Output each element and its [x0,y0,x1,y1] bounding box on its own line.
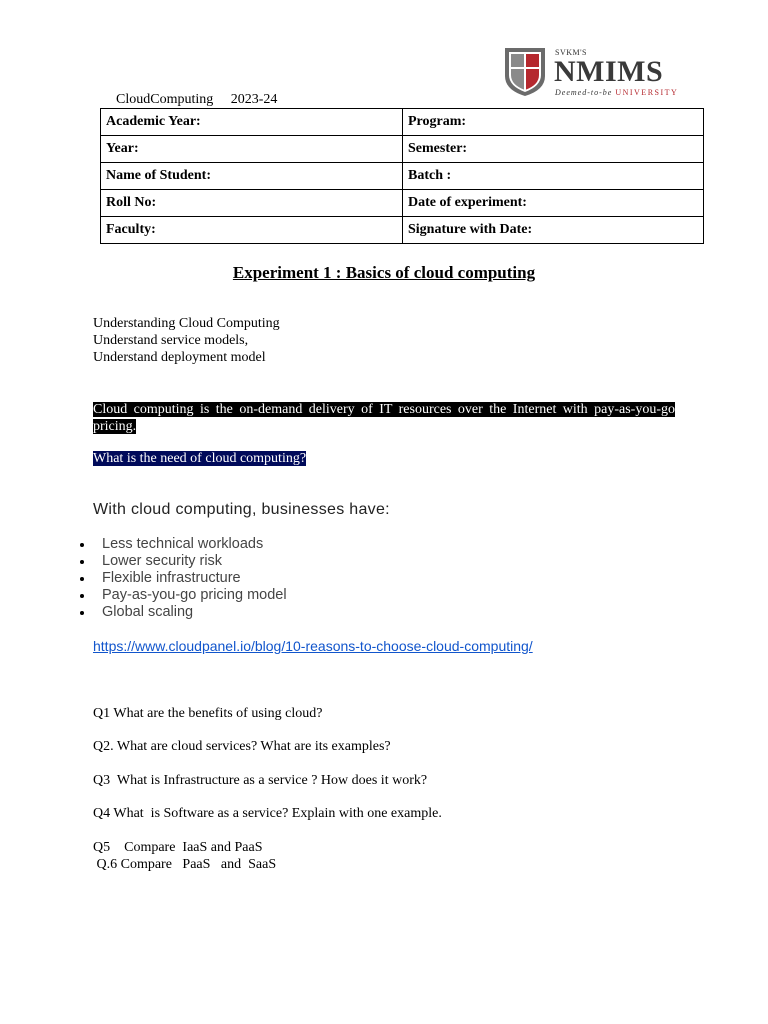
list-item [78,570,287,587]
question-3: Q3 What is Infrastructure as a service ? How does it work? [93,773,428,788]
bullet-icon [80,543,84,547]
experiment-title: Experiment 1 : Basics of cloud computing [232,263,536,282]
list-item-text: Lower security risk [102,553,223,569]
need-question-text: What is the need of cloud computing? [93,451,307,466]
logo-main-text: NMIMS [554,55,664,88]
question-4: Q4 What is Software as a service? Explain with one example. [93,806,442,821]
table-row [101,109,704,136]
objective-line: Understanding Cloud Computing [93,316,280,331]
benefits-list [78,536,287,621]
nmims-shield-icon [503,46,547,98]
table-cell: Batch : [403,163,704,190]
table-cell: Roll No: [101,190,403,217]
table-cell: Year: [101,136,403,163]
question-2: Q2. What are cloud services? What are its examples? [93,739,391,754]
need-question [93,451,306,467]
university-logo [503,46,679,102]
logo-sub-word: UNIVERSITY [615,88,679,97]
course-year: 2023-24 [230,92,278,107]
table-cell: Name of Student: [101,163,403,190]
table-row [101,190,704,217]
list-item [78,536,287,553]
definition-text: Cloud computing is the on-demand delivery of IT resources over the Internet with pay-as-you-go pricing. [93,402,675,434]
bullet-icon [80,577,84,581]
objective-line: Understand deployment model [93,350,266,365]
list-item-text: Pay-as-you-go pricing model [102,587,287,603]
bullet-icon [80,594,84,598]
bullet-icon [80,611,84,615]
student-info-table [100,108,704,244]
list-item [78,587,287,604]
logo-small-text: SVKM'S [555,48,588,57]
table-row [101,136,704,163]
list-item [78,553,287,570]
table-cell: Faculty: [101,217,403,244]
table-cell: Academic Year: [101,109,403,136]
cloud-definition [93,401,675,435]
list-item-text: Global scaling [102,604,194,620]
list-item-text: Less technical workloads [102,536,264,552]
bullet-icon [80,560,84,564]
table-cell: Semester: [403,136,704,163]
question-5: Q5 Compare IaaS and PaaS [93,840,263,855]
course-name: CloudComputing [116,92,214,107]
table-row [101,163,704,190]
objective-line: Understand service models, [93,333,249,348]
logo-subtitle [555,88,678,97]
logo-sub-prefix: Deemed-to-be [555,88,616,97]
list-item-text: Flexible infrastructure [102,570,241,586]
table-cell: Signature with Date: [403,217,704,244]
course-header [116,92,277,108]
question-6: Q.6 Compare PaaS and SaaS [93,857,277,872]
benefits-heading: With cloud computing, businesses have: [93,501,390,518]
table-cell: Date of experiment: [403,190,704,217]
question-1: Q1 What are the benefits of using cloud? [93,706,323,721]
table-row [101,217,704,244]
list-item [78,604,287,621]
reference-link[interactable]: https://www.cloudpanel.io/blog/10-reasons-to-choose-cloud-computing/ [93,638,533,654]
table-cell: Program: [403,109,704,136]
